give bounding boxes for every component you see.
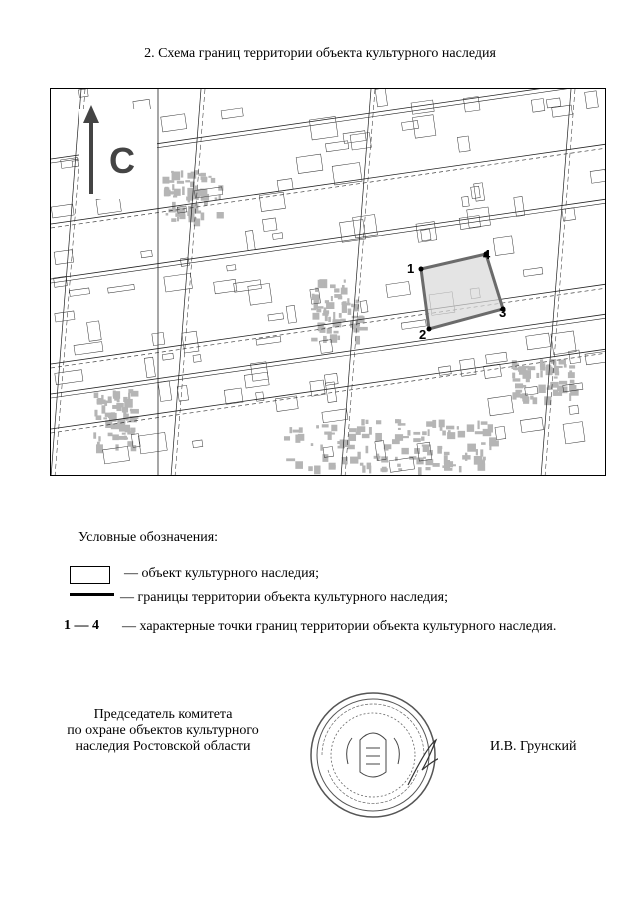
cadastral-map — [50, 88, 606, 476]
north-arrow — [79, 105, 157, 199]
signatory-title — [54, 707, 272, 755]
boundary-point-1: 1 — [407, 261, 415, 276]
boundary-point-2: 2 — [419, 327, 427, 342]
signatory-line-1: Председатель комитета — [93, 707, 233, 722]
page-title: 2. Схема границ территории объекта культурного наследия — [144, 46, 496, 61]
legend-points-label: — характерные точки границ территории объекта культурного наследия. — [122, 619, 557, 634]
legend-points-range: 1 — 4 — [64, 618, 99, 633]
boundary-point-3: 3 — [499, 305, 507, 320]
boundary-point-4: 4 — [483, 247, 491, 262]
legend-title: Условные обозначения: — [78, 530, 219, 545]
official-seal — [308, 690, 438, 820]
signature-scribble — [408, 740, 438, 785]
signatory-line-2: по охране объектов культурного — [67, 723, 259, 738]
legend-boundary-label: — границы территории объекта культурного наследия; — [120, 590, 448, 605]
legend-object-symbol — [70, 566, 110, 584]
legend-boundary-symbol — [70, 593, 114, 596]
map-canvas — [51, 89, 606, 476]
legend-object-label: — объект культурного наследия; — [124, 566, 319, 581]
heritage-object — [407, 247, 506, 342]
signatory-line-3: наследия Ростовской области — [75, 739, 251, 754]
north-letter: С — [109, 140, 135, 181]
signatory-name: И.В. Грунский — [490, 739, 577, 754]
